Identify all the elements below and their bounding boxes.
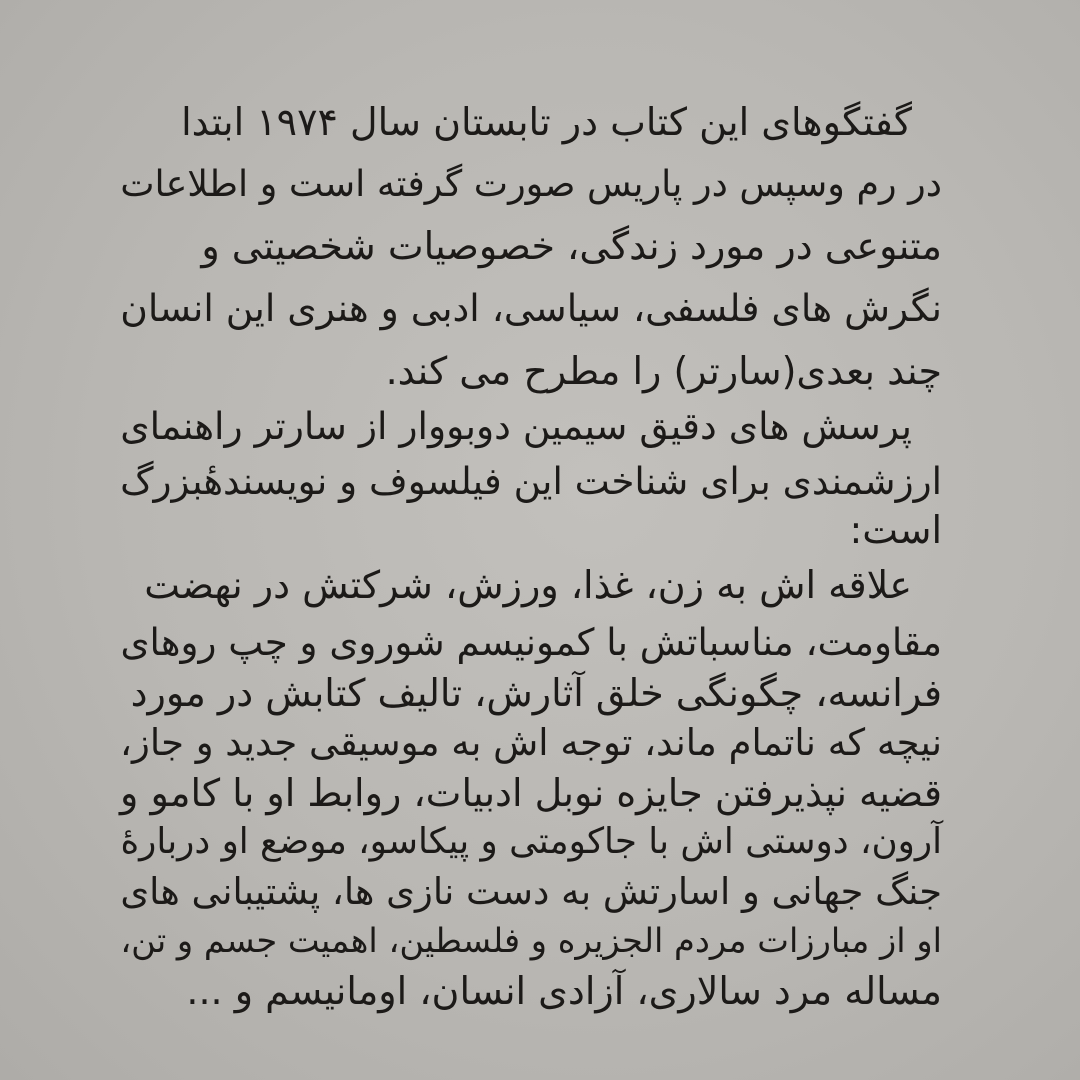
paragraph-3-line-3: فرانسه، چگونگی خلق آثارش، تالیف کتابش در مورد: [130, 671, 942, 715]
paragraph-2-line-2: ارزشمندی برای شناخت این فیلسوف و نویسندهٔبزرگ: [120, 459, 942, 503]
paragraph-3-line-2: مقاومت، مناسباتش با کمونیسم شوروی و چپ روهای: [120, 620, 942, 664]
paragraph-1-line-4: نگرش های فلسفی، سیاسی، ادبی و هنری این انسان: [120, 286, 942, 330]
paragraph-3-line-7: جنگ جهانی و اسارتش به دست نازی ها، پشتیبانی های: [120, 870, 942, 913]
paragraph-1-line-2: در رم وسپس در پاریس صورت گرفته است و اطلاعات: [120, 162, 942, 205]
paragraph-3-line-4: نیچه که ناتمام ماند، توجه اش به موسیقی جدید و جاز،: [120, 721, 942, 764]
paragraph-2-line-3: است:: [849, 508, 942, 552]
paragraph-3-line-8: او از مبارزات مردم الجزیره و فلسطین، اهمیت جسم و تن،: [120, 921, 942, 960]
paragraph-1-line-3: متنوعی در مورد زندگی، خصوصیات شخصیتی و: [201, 224, 942, 268]
paragraph-3-line-9: مساله مرد سالاری، آزادی انسان، اومانیسم و ...: [186, 969, 942, 1013]
paragraph-3-line-6: آرون، دوستی اش با جاکومتی و پیکاسو، موضع او دربارهٔ: [120, 821, 942, 862]
paragraph-2-line-1: پرسش های دقیق سیمین دوبووار از سارتر راهنمای: [120, 404, 912, 448]
paragraph-1-line-1: گفتگوهای این کتاب در تابستان سال ۱۹۷۴ ابتدا: [181, 100, 912, 144]
paragraph-3-line-1: علاقه اش به زن، غذا، ورزش، شرکتش در نهضت: [144, 563, 912, 607]
paragraph-3-line-5: قضیه نپذیرفتن جایزه نوبل ادبیات، روابط او با کامو و: [120, 771, 942, 815]
paragraph-1-line-5: چند بعدی(سارتر) را مطرح می کند.: [385, 349, 942, 393]
